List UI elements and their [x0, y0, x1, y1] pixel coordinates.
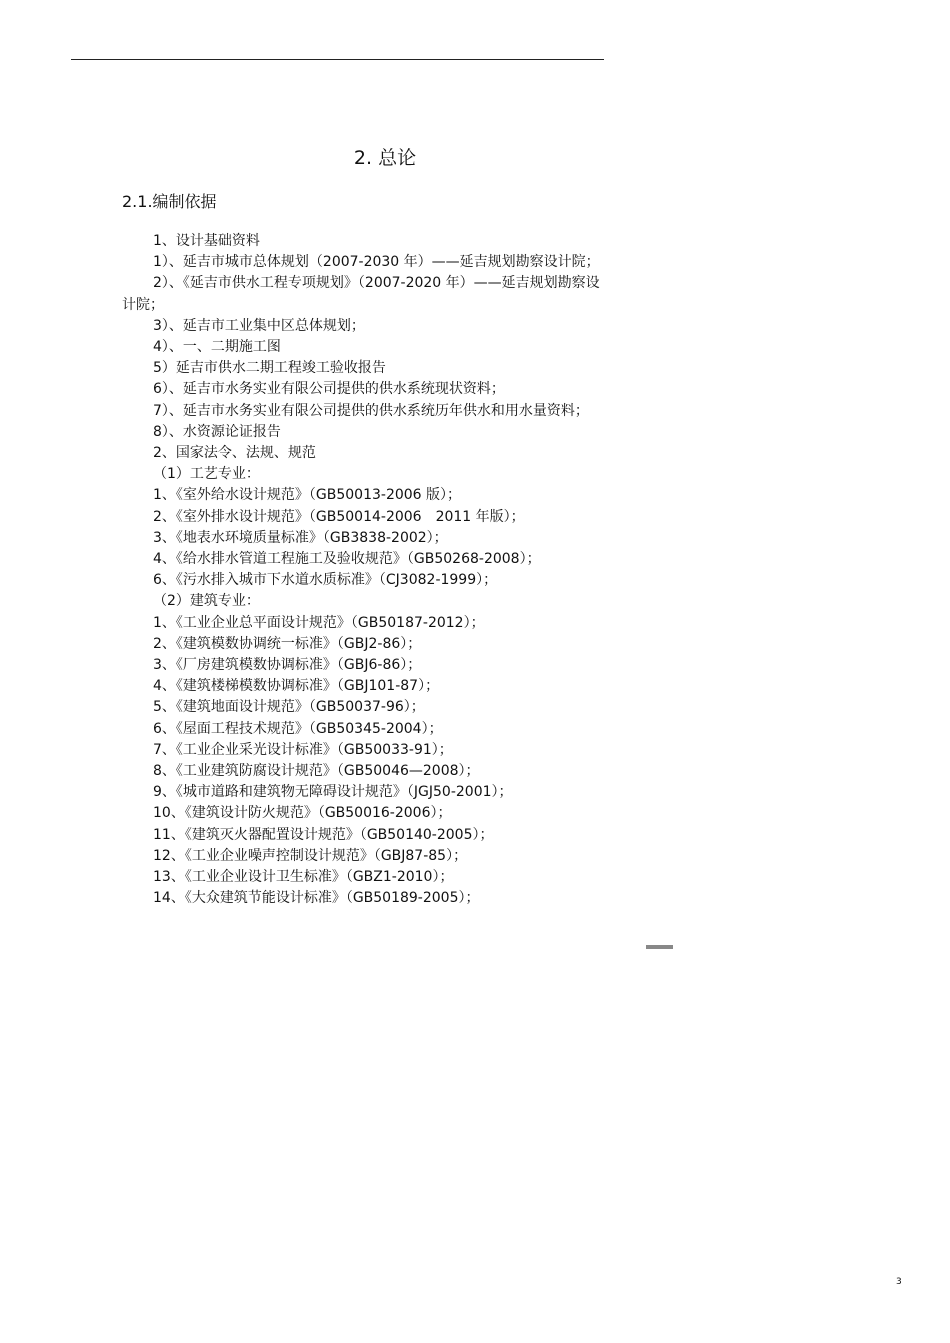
text-line: 7、《工业企业采光设计标准》（GB50033-91）； — [153, 741, 453, 758]
section-title: 2.1.编制依据 — [122, 192, 217, 211]
text-line: 8）、水资源论证报告 — [153, 423, 281, 440]
text-line: 4）、一、二期施工图 — [153, 339, 281, 356]
text-line: 4、《给水排水管道工程施工及验收规范》（GB50268-2008）； — [153, 551, 541, 568]
text-line: 5）延吉市供水二期工程竣工验收报告 — [153, 360, 386, 377]
body-text — [122, 231, 682, 910]
text-line: 1、设计基础资料 — [153, 233, 260, 249]
text-line: 11、《建筑灭火器配置设计规范》（GB50140-2005）； — [153, 826, 494, 843]
text-line: 14、《大众建筑节能设计标准》（GB50189-2005）； — [153, 890, 480, 907]
text-line: 6）、延吉市水务实业有限公司提供的供水系统现状资料； — [153, 381, 505, 398]
text-line: 1、《室外给水设计规范》（GB50013-2006 版）； — [153, 487, 462, 504]
page-number: 3 — [896, 1277, 902, 1287]
text-line: 9、《城市道路和建筑物无障碍设计规范》（JGJ50-2001）； — [153, 784, 513, 801]
text-line: 8、《工业建筑防腐设计规范》（GB50046—2008）； — [153, 763, 480, 780]
header-rule — [71, 59, 604, 60]
text-line: （1）工艺专业： — [153, 466, 260, 483]
text-line: 3、《地表水环境质量标准》（GB3838-2002）； — [153, 529, 448, 546]
text-line: 7）、延吉市水务实业有限公司提供的供水系统历年供水和用水量资料； — [153, 402, 589, 419]
text-line: 3）、延吉市工业集中区总体规划； — [153, 317, 365, 334]
text-line: 2、国家法令、法规、规范 — [153, 445, 316, 462]
text-line: 计院； — [122, 296, 164, 313]
text-line: 2、《建筑模数协调统一标准》（GBJ2-86）； — [153, 635, 422, 652]
text-line: 12、《工业企业噪声控制设计规范》（GBJ87-85）； — [153, 847, 468, 864]
chapter-title: 2. 总论 — [353, 147, 417, 169]
text-line: 10、《建筑设计防火规范》（GB50016-2006）； — [153, 805, 452, 822]
text-line: 13、《工业企业设计卫生标准》（GBZ1-2010）； — [153, 869, 454, 886]
text-line: 6、《屋面工程技术规范》（GB50345-2004）； — [153, 720, 443, 737]
text-line: 1、《工业企业总平面设计规范》（GB50187-2012）； — [153, 614, 485, 631]
text-line: 2）、《延吉市供水工程专项规划》（2007-2020 年）——延吉规划勘察设 — [153, 275, 600, 292]
text-line: 5、《建筑地面设计规范》（GB50037-96）； — [153, 699, 425, 716]
text-line: 4、《建筑楼梯模数协调标准》（GBJ101-87）； — [153, 678, 440, 695]
text-line: 6、《污水排入城市下水道水质标准》（CJ3082-1999）； — [153, 572, 498, 589]
text-line: （2）建筑专业： — [153, 593, 260, 610]
text-line: 3、《厂房建筑模数协调标准》（GBJ6-86）； — [153, 657, 422, 674]
text-line: 1）、延吉市城市总体规划（2007-2030 年）——延吉规划勘察设计院； — [153, 254, 600, 271]
decorative-mark — [646, 945, 673, 949]
text-line: 2、《室外排水设计规范》（GB50014-2006 2011 年版）； — [153, 508, 525, 525]
